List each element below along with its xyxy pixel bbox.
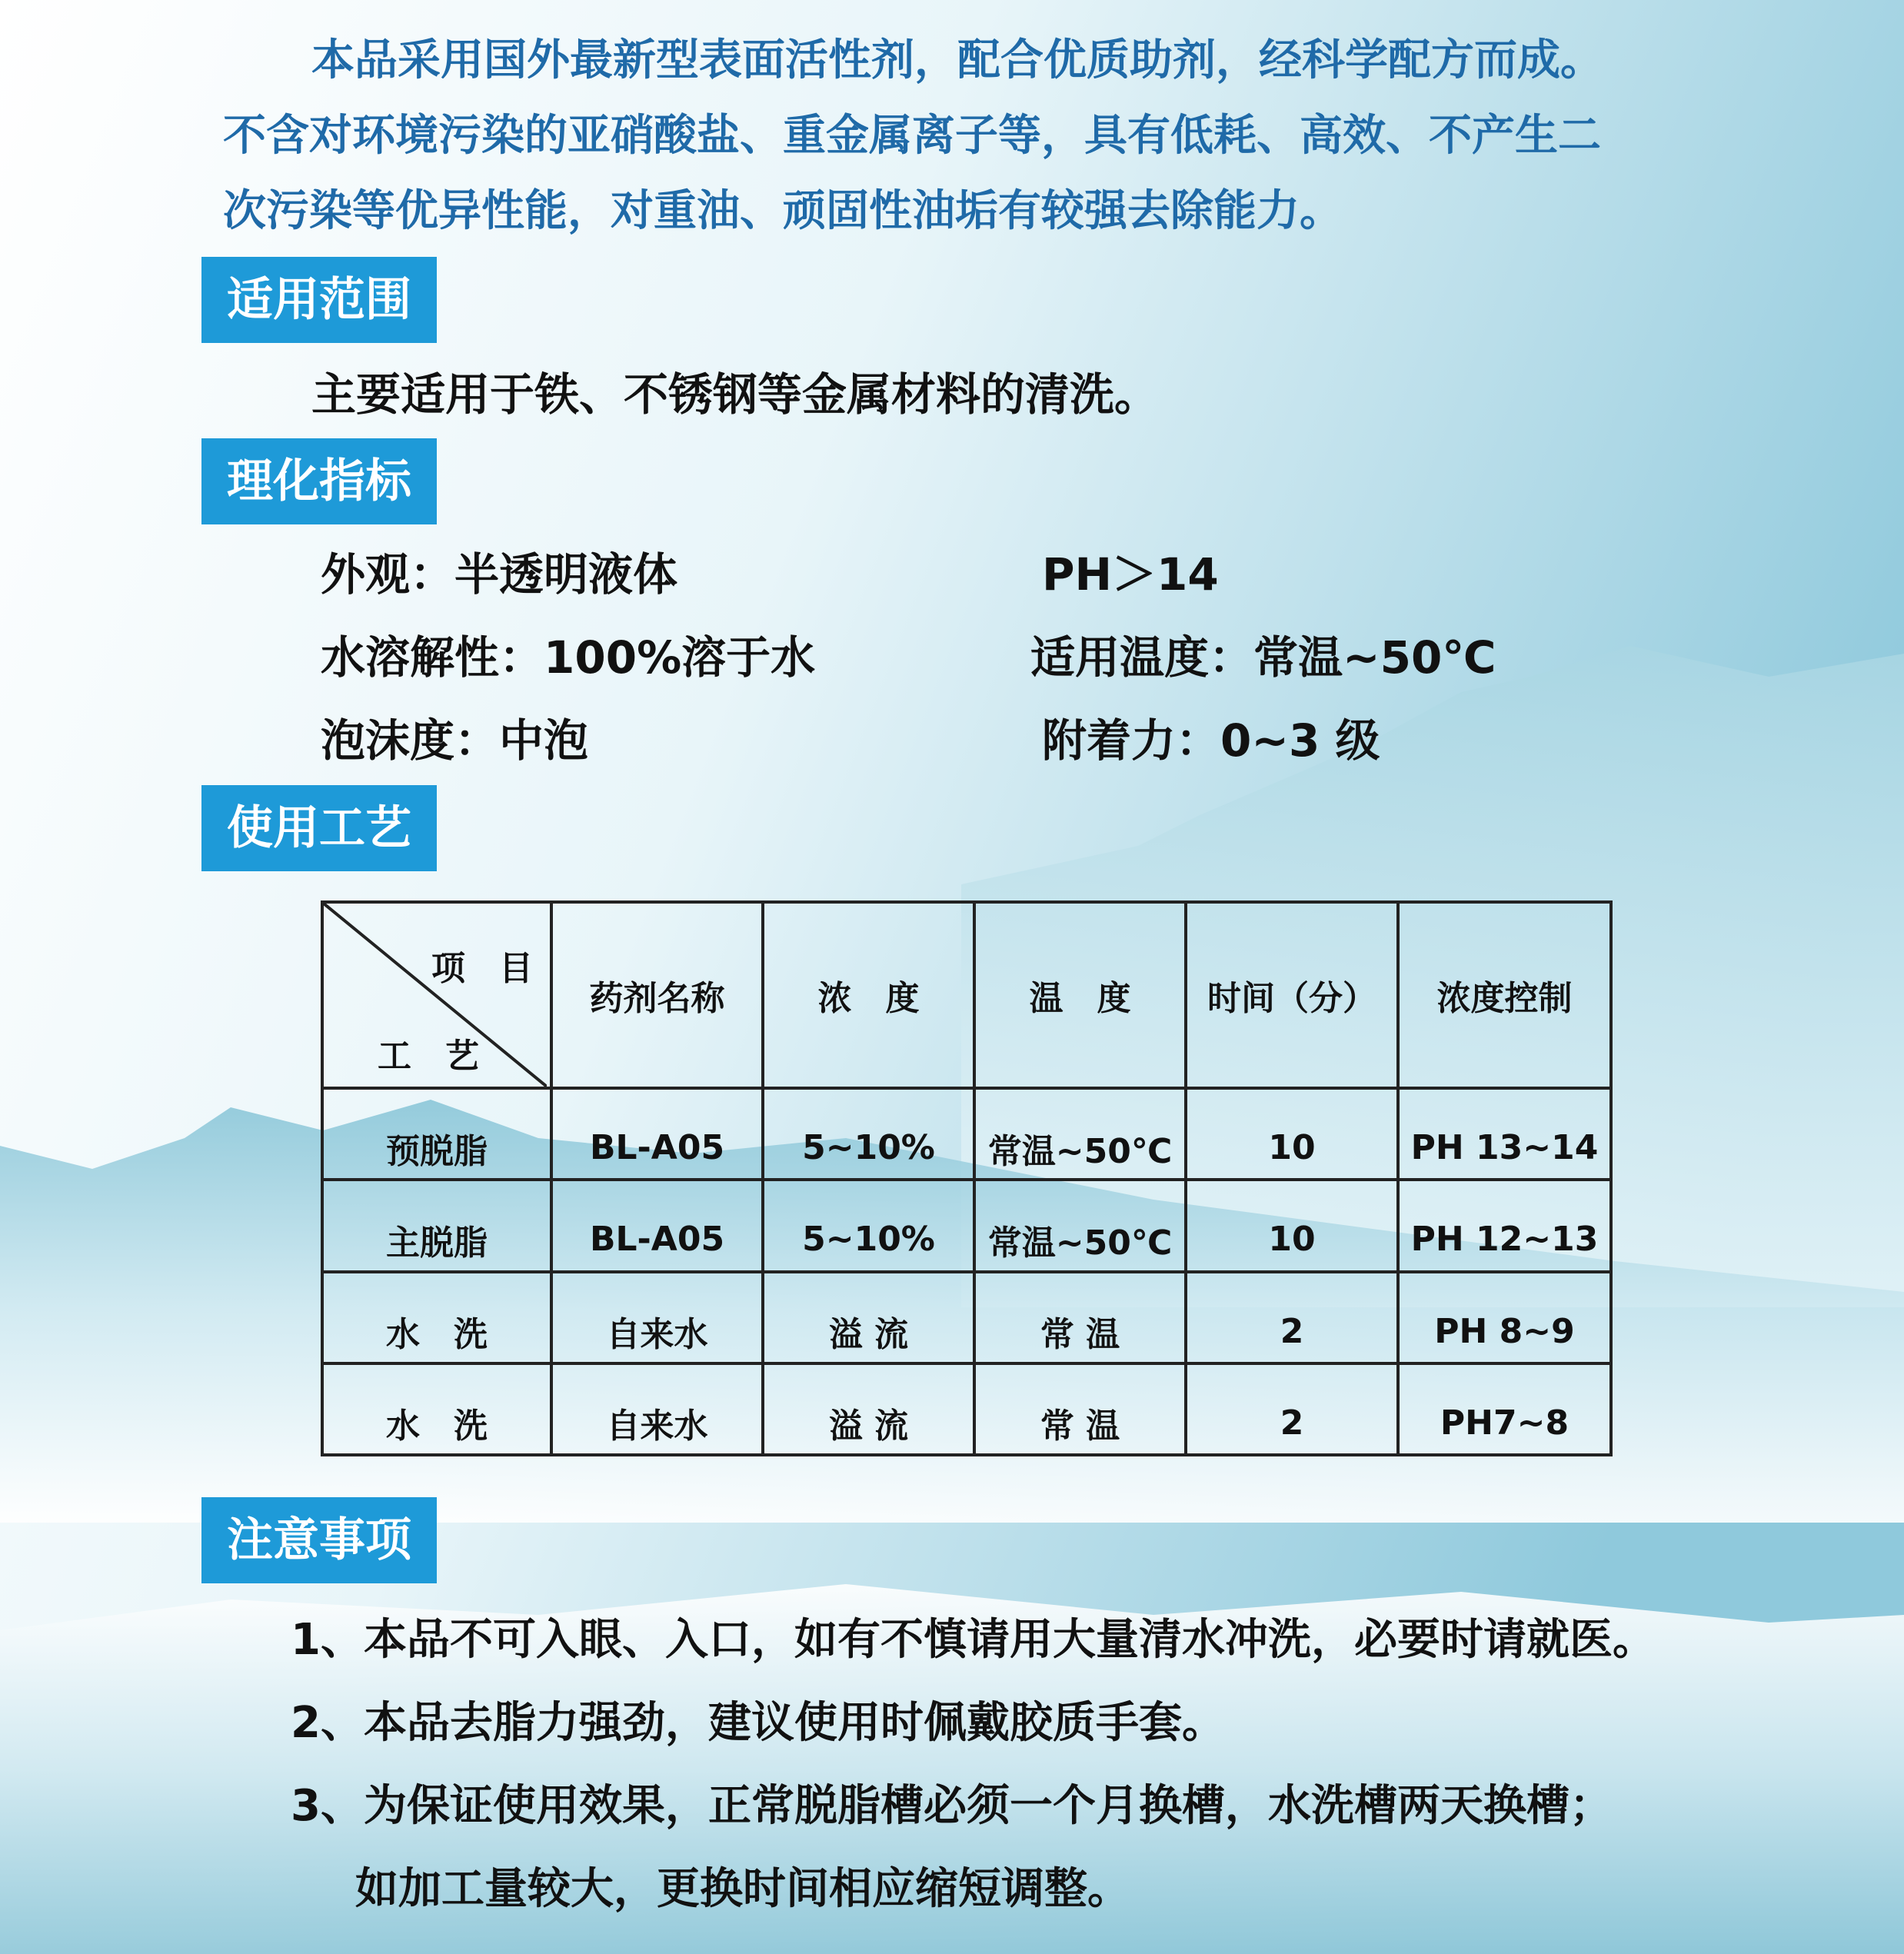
table-cell: 自来水 — [551, 1272, 763, 1363]
scope-heading: 适用范围 — [201, 257, 437, 343]
table-cell: 自来水 — [551, 1363, 763, 1455]
table-cell: 10 — [1186, 1088, 1398, 1180]
table-cell: 常温~50℃ — [974, 1180, 1186, 1271]
table-corner-cell — [322, 902, 551, 1088]
table-cell: 溢 流 — [763, 1363, 974, 1455]
table-cell: BL-A05 — [551, 1088, 763, 1180]
table-header-cell: 药剂名称 — [551, 902, 763, 1088]
table-row — [322, 1363, 1611, 1455]
table-cell: 预脱脂 — [322, 1088, 551, 1180]
note-item-1: 1、本品不可入眼、入口，如有不慎请用大量清水冲洗，必要时请就医。 — [291, 1615, 1656, 1665]
specs-heading: 理化指标 — [201, 438, 437, 524]
note-item-2: 2、本品去脂力强劲，建议使用时佩戴胶质手套。 — [291, 1698, 1225, 1748]
intro-line-1: 本品采用国外最新型表面活性剂，配合优质助剂，经科学配方而成。 — [311, 35, 1603, 85]
table-header-cell: 时间（分） — [1186, 902, 1398, 1088]
process-heading: 使用工艺 — [201, 785, 437, 871]
spec-solubility: 水溶解性：100%溶于水 — [321, 631, 816, 684]
table-header-cell: 温 度 — [974, 902, 1186, 1088]
table-header-row — [322, 902, 1611, 1088]
table-cell: PH 12~13 — [1398, 1180, 1611, 1271]
table-cell: 5~10% — [763, 1088, 974, 1180]
table-cell: 5~10% — [763, 1180, 974, 1271]
process-table — [321, 900, 1613, 1456]
table-row — [322, 1180, 1611, 1271]
table-cell: 水 洗 — [322, 1363, 551, 1455]
spec-appearance: 外观：半透明液体 — [321, 548, 678, 601]
table-cell: 2 — [1186, 1363, 1398, 1455]
table-cell: BL-A05 — [551, 1180, 763, 1271]
note-item-3-continued: 如加工量较大，更换时间相应缩短调整。 — [355, 1864, 1130, 1914]
spec-ph: PH＞14 — [1042, 548, 1219, 601]
table-cell: PH7~8 — [1398, 1363, 1611, 1455]
table-row — [322, 1272, 1611, 1363]
intro-line-3: 次污染等优异性能，对重油、顽固性油垢有较强去除能力。 — [223, 186, 1343, 236]
table-cell: 10 — [1186, 1180, 1398, 1271]
spec-adhesion: 附着力：0~3 级 — [1042, 714, 1380, 767]
table-header-cell: 浓 度 — [763, 902, 974, 1088]
spec-foam: 泡沫度：中泡 — [321, 714, 589, 767]
table-cell: 常温~50℃ — [974, 1088, 1186, 1180]
table-cell: PH 8~9 — [1398, 1272, 1611, 1363]
table-cell: 溢 流 — [763, 1272, 974, 1363]
table-cell: PH 13~14 — [1398, 1088, 1611, 1180]
scope-text: 主要适用于铁、不锈钢等金属材料的清洗。 — [311, 368, 1160, 421]
intro-paragraph — [223, 23, 1684, 249]
table-cell: 主脱脂 — [322, 1180, 551, 1271]
spec-temperature: 适用温度：常温~50℃ — [1030, 631, 1496, 684]
table-cell: 常 温 — [974, 1272, 1186, 1363]
corner-label-process: 工 艺 — [378, 1037, 479, 1076]
notes-heading: 注意事项 — [201, 1497, 437, 1583]
corner-label-item: 项 目 — [431, 949, 533, 988]
table-cell: 2 — [1186, 1272, 1398, 1363]
table-cell: 水 洗 — [322, 1272, 551, 1363]
note-item-3: 3、为保证使用效果，正常脱脂槽必须一个月换槽，水洗槽两天换槽； — [291, 1781, 1613, 1831]
table-cell: 常 温 — [974, 1363, 1186, 1455]
intro-line-2: 不含对环境污染的亚硝酸盐、重金属离子等，具有低耗、高效、不产生二 — [223, 111, 1601, 161]
table-header-cell: 浓度控制 — [1398, 902, 1611, 1088]
table-row — [322, 1088, 1611, 1180]
